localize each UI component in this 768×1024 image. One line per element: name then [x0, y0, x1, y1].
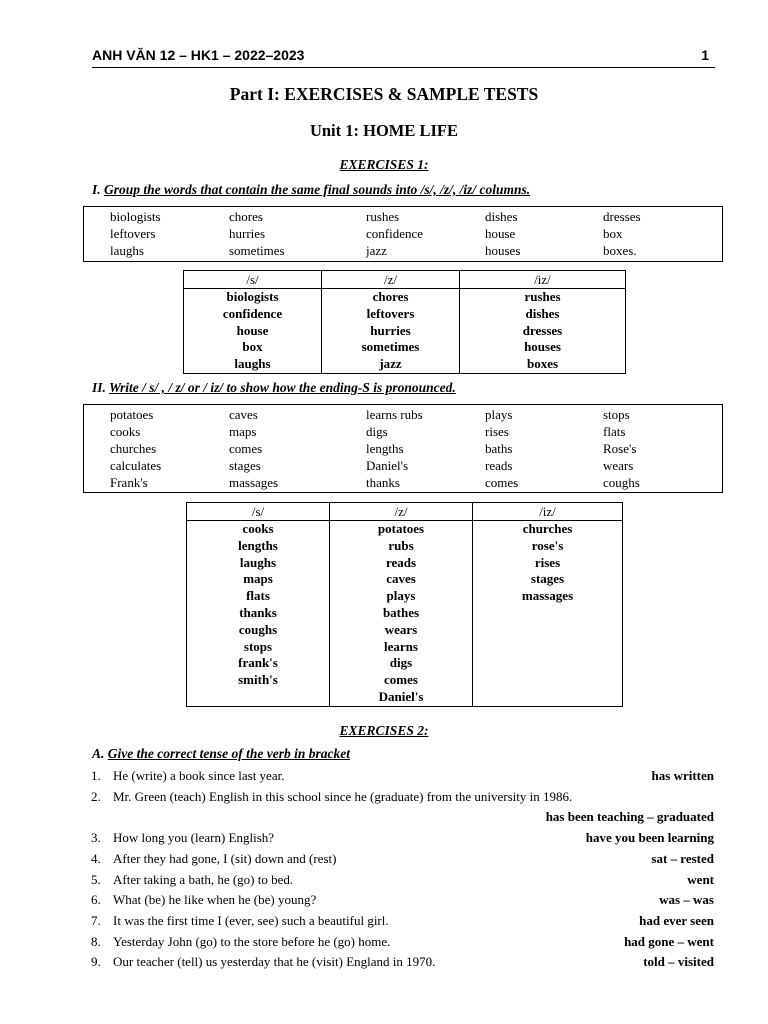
word: plays — [485, 407, 513, 422]
question-number: 6. — [91, 892, 101, 907]
question-item — [91, 954, 714, 972]
word: thanks — [366, 475, 400, 490]
sectionA-instruction-text: Give the correct tense of the verb in bracket — [107, 746, 350, 761]
table-cell: reads — [330, 555, 473, 572]
question-item — [91, 934, 714, 952]
question-answer: has written — [651, 768, 714, 783]
section1-instruction — [92, 182, 530, 198]
word: comes — [229, 441, 263, 456]
word: Frank's — [110, 475, 148, 490]
column-header: /s/ — [187, 503, 330, 521]
column-header: /iz/ — [460, 271, 626, 289]
table-cell — [473, 672, 623, 689]
question-number: 3. — [91, 830, 101, 845]
table-cell: coughs — [187, 622, 330, 639]
word: reads — [485, 458, 513, 473]
question-item — [91, 872, 714, 890]
question-text: Our teacher (tell) us yesterday that he (visit) England in 1970. — [113, 954, 436, 969]
table-cell: rubs — [330, 538, 473, 555]
table-cell: leftovers — [322, 306, 460, 323]
table-row — [184, 339, 626, 356]
question-number: 9. — [91, 954, 101, 969]
question-number: 8. — [91, 934, 101, 949]
question-text: What (be) he like when he (be) young? — [113, 892, 317, 907]
table-cell: box — [184, 339, 322, 356]
table-cell: biologists — [184, 289, 322, 306]
table-cell: rises — [473, 555, 623, 572]
word: digs — [366, 424, 388, 439]
question-answer: had gone – went — [624, 934, 714, 949]
table-cell: hurries — [322, 323, 460, 340]
word-row — [84, 226, 722, 243]
table-cell: Daniel's — [330, 689, 473, 706]
table-cell — [473, 605, 623, 622]
question-answer: has been teaching – graduated — [545, 809, 714, 824]
section1-instruction-text: Group the words that contain the same final sounds into /s/, /z/, /iz/ columns. — [104, 182, 531, 197]
table-cell: digs — [330, 655, 473, 672]
section1-word-box — [83, 206, 723, 262]
table-cell: smith's — [187, 672, 330, 689]
table-cell: massages — [473, 588, 623, 605]
sectionA-label: A. — [92, 746, 105, 761]
table-cell: comes — [330, 672, 473, 689]
table-cell: houses — [460, 339, 626, 356]
table-cell — [473, 655, 623, 672]
word-row — [84, 243, 722, 260]
section1-label: I. — [92, 182, 101, 197]
table-row — [187, 588, 623, 605]
word: calculates — [110, 458, 162, 473]
question-number: 5. — [91, 872, 101, 887]
question-text: After they had gone, I (sit) down and (rest) — [113, 851, 337, 866]
word: cooks — [110, 424, 141, 439]
table-row — [187, 605, 623, 622]
question-item — [91, 913, 714, 931]
word: sometimes — [229, 243, 285, 258]
table-row — [187, 639, 623, 656]
word: churches — [110, 441, 157, 456]
sectionA-instruction — [92, 746, 350, 762]
table-cell — [473, 639, 623, 656]
table-cell: rose's — [473, 538, 623, 555]
table-row — [187, 521, 623, 538]
table-row — [187, 571, 623, 588]
table-cell: laughs — [187, 555, 330, 572]
question-text: Mr. Green (teach) English in this school since he (graduate) from the university in 1986. — [113, 789, 573, 804]
word: chores — [229, 209, 263, 224]
word-row — [84, 475, 722, 492]
question-item — [91, 830, 714, 848]
table-cell: maps — [187, 571, 330, 588]
table-row — [187, 689, 623, 706]
question-answer: had ever seen — [639, 913, 714, 928]
word: jazz — [366, 243, 387, 258]
section2-instruction-text: Write / s/ , / z/ or / iz/ to show how the ending-S is pronounced. — [109, 380, 456, 395]
question-text: It was the first time I (ever, see) such a beautiful girl. — [113, 913, 389, 928]
word: houses — [485, 243, 521, 258]
word: lengths — [366, 441, 404, 456]
word: laughs — [110, 243, 144, 258]
table-cell: churches — [473, 521, 623, 538]
table-cell: plays — [330, 588, 473, 605]
section2-word-box — [83, 404, 723, 493]
word: caves — [229, 407, 258, 422]
question-text: After taking a bath, he (go) to bed. — [113, 872, 294, 887]
table-row — [187, 655, 623, 672]
section1-answer-table — [183, 270, 626, 374]
table-cell: house — [184, 323, 322, 340]
section2-answer-table — [186, 502, 623, 707]
word: learns rubs — [366, 407, 423, 422]
table-cell: sometimes — [322, 339, 460, 356]
question-answer: have you been learning — [585, 830, 714, 845]
word: flats — [603, 424, 626, 439]
word: house — [485, 226, 516, 241]
table-cell: rushes — [460, 289, 626, 306]
table-cell — [187, 689, 330, 706]
question-number: 1. — [91, 768, 101, 783]
table-cell: flats — [187, 588, 330, 605]
word: dresses — [603, 209, 641, 224]
table-header-row — [184, 271, 626, 289]
section2-label: II. — [92, 380, 106, 395]
table-cell: cooks — [187, 521, 330, 538]
table-row — [184, 306, 626, 323]
page-header — [92, 47, 715, 68]
question-item — [91, 892, 714, 910]
word: maps — [229, 424, 257, 439]
table-row — [184, 289, 626, 306]
word: confidence — [366, 226, 424, 241]
word: wears — [603, 458, 634, 473]
question-number: 4. — [91, 851, 101, 866]
word: boxes. — [603, 243, 637, 258]
table-cell: dresses — [460, 323, 626, 340]
table-cell: bathes — [330, 605, 473, 622]
word: coughs — [603, 475, 640, 490]
table-cell: chores — [322, 289, 460, 306]
word: hurries — [229, 226, 266, 241]
question-answer: sat – rested — [651, 851, 714, 866]
question-text: Yesterday John (go) to the store before he (go) home. — [113, 934, 391, 949]
table-cell: dishes — [460, 306, 626, 323]
table-cell: laughs — [184, 356, 322, 373]
table-cell: confidence — [184, 306, 322, 323]
word: box — [603, 226, 623, 241]
table-cell: caves — [330, 571, 473, 588]
column-header: /z/ — [330, 503, 473, 521]
header-title: ANH VĂN 12 – HK1 – 2022–2023 — [92, 47, 305, 63]
column-header: /z/ — [322, 271, 460, 289]
question-item — [91, 789, 714, 807]
table-cell: frank's — [187, 655, 330, 672]
column-header: /iz/ — [473, 503, 623, 521]
word: rushes — [366, 209, 400, 224]
question-text: He (write) a book since last year. — [113, 768, 285, 783]
table-cell: learns — [330, 639, 473, 656]
question-text: How long you (learn) English? — [113, 830, 275, 845]
word-row — [84, 407, 722, 424]
table-row — [187, 672, 623, 689]
word: massages — [229, 475, 279, 490]
part-title: Part I: EXERCISES & SAMPLE TESTS — [229, 84, 539, 104]
table-row — [184, 323, 626, 340]
word: rises — [485, 424, 509, 439]
exercises2-heading: EXERCISES 2: — [339, 723, 429, 738]
word: stops — [603, 407, 630, 422]
table-row — [187, 622, 623, 639]
section2-instruction — [92, 380, 456, 396]
word: baths — [485, 441, 513, 456]
table-header-row — [187, 503, 623, 521]
unit-title: Unit 1: HOME LIFE — [309, 121, 459, 140]
table-row — [187, 538, 623, 555]
word: leftovers — [110, 226, 156, 241]
table-cell: stages — [473, 571, 623, 588]
question-number: 7. — [91, 913, 101, 928]
table-cell: stops — [187, 639, 330, 656]
question-item — [91, 768, 714, 786]
exercises1-heading: EXERCISES 1: — [339, 157, 429, 172]
table-cell: boxes — [460, 356, 626, 373]
table-row — [187, 555, 623, 572]
question-answer: went — [687, 872, 714, 887]
word: Rose's — [603, 441, 637, 456]
question-answer: was – was — [659, 892, 714, 907]
word: comes — [485, 475, 519, 490]
table-cell — [473, 689, 623, 706]
page-number: 1 — [701, 47, 709, 63]
word: biologists — [110, 209, 161, 224]
word-row — [84, 424, 722, 441]
word-row — [84, 209, 722, 226]
table-cell — [473, 622, 623, 639]
word-row — [84, 441, 722, 458]
word: stages — [229, 458, 261, 473]
question-number: 2. — [91, 789, 101, 804]
word-row — [84, 458, 722, 475]
table-cell: jazz — [322, 356, 460, 373]
table-cell: thanks — [187, 605, 330, 622]
word: Daniel's — [366, 458, 409, 473]
question-answer: told – visited — [643, 954, 714, 969]
table-cell: wears — [330, 622, 473, 639]
word: dishes — [485, 209, 518, 224]
word: potatoes — [110, 407, 154, 422]
table-cell: potatoes — [330, 521, 473, 538]
column-header: /s/ — [184, 271, 322, 289]
question-item — [91, 851, 714, 869]
table-cell: lengths — [187, 538, 330, 555]
table-row — [184, 356, 626, 373]
